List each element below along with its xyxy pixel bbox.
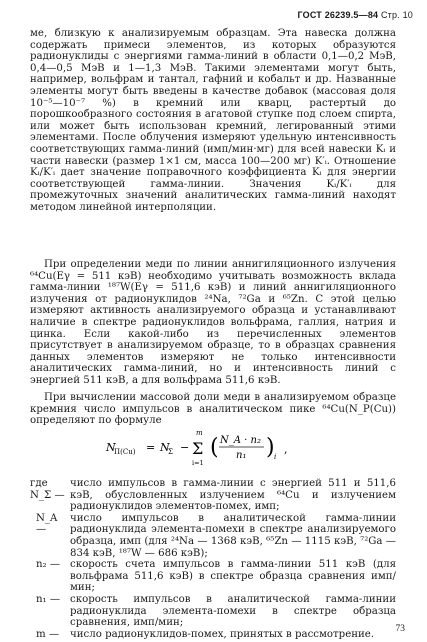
formula-n-sigma-sub: Σ bbox=[168, 448, 173, 456]
formula-lhs-n: N bbox=[106, 441, 116, 454]
open-paren: ( bbox=[210, 435, 219, 460]
page-header bbox=[297, 10, 413, 20]
page-number: 73 bbox=[395, 624, 405, 634]
definition-symbol: m — bbox=[36, 628, 60, 640]
definition-symbol: n₁ — bbox=[36, 593, 61, 605]
definition-text: число импульсов в гамма-линии с энергией 511 и 511,6 кэВ, обусловленных излучением ⁶⁴Cu и излучением радионуклидов элементов-помех, имп; bbox=[70, 478, 396, 513]
paragraph-2 bbox=[30, 259, 396, 387]
formula-n-sigma: N bbox=[160, 441, 170, 454]
definition-text: скорость счета импульсов в гамма-линии 511 кэВ (для вольфрама 511,6 кэВ) в спектре образца сравнения имп/мин; bbox=[70, 559, 396, 594]
paragraph-1-text: ме, близкую к анализируемым образцам. Эта навеска должна содержать примеси элементов, из которых образуются радионуклиды с энергиями гамма-линий в области 0,1—0,2 МэВ, 0,4—0,5 МэВ и 1—1,3 МэВ. Такими элементами могут быть, например, вольфрам и тантал, гафний и кобальт и др. Названные элементы могут быть введены в качестве добавок (массовая доля 10⁻⁵—10⁻⁷ %) в кремний или кварц, растертый до порошкообразного состояния в агатовой ступке под слоем спирта, или может быть использован кремний, легированный этими элементами. После облучения измеряют удельную интенсивность соответствующих гамма-линий (имп/мин·мг) для всей навески Kᵢ и части навески (размер 1×1 см, масса 100—200 мг) K′ᵢ. Отношение Kᵢ/K′ᵢ дает значение поправочного коэффициента Kᵢ для энергии соответствующей гамма-линии. Значения Kᵢ/K′ᵢ для промежуточных значений аналитических гамма-линий находят методом линейной интерполяции. bbox=[30, 28, 396, 213]
paragraph-3 bbox=[30, 392, 396, 427]
fraction-numerator: N_A · n₂ bbox=[220, 435, 261, 446]
definition-text: число радионуклидов-помех, принятых в рассмотрение. bbox=[70, 628, 375, 640]
symbol-definitions bbox=[30, 478, 396, 640]
formula-lhs-sub: П(Cu) bbox=[114, 448, 136, 456]
paragraph-1 bbox=[30, 28, 396, 214]
formula-minus: − bbox=[180, 441, 190, 454]
paren-subscript: i bbox=[274, 453, 277, 461]
paragraph-2-text: При определении меди по линии аннигиляционного излучения ⁶⁴Cu(Eγ = 511 кэВ) необходимо учитывать возможность вклада гамма-линии ¹⁸⁷W(Eγ = 511,6 кэВ) и линий аннигиляционного излучения от радионуклидов ²⁴Na, ⁷²Ga и ⁶⁵Zn. С этой целью измеряют активность анализируемого образца и устанавливают наличие в спектре радионуклидов вольфрама, галлия, натрия и цинка. Если какой-либо из перечисленных элементов присутствует в анализируемом образце, то в образцах сравнения данных элементов измеряют не только интенсивности аналитических гамма-линий, но и интенсивность линий с энергией 511 кэВ, а для вольфрама 511,6 кэВ. bbox=[30, 259, 396, 386]
definition-n-sigma bbox=[30, 478, 396, 513]
definition-symbol: где N_Σ — bbox=[30, 478, 65, 501]
page-label: Стр. 10 bbox=[380, 10, 413, 20]
standard-number: ГОСТ 26239.5—84 bbox=[297, 10, 379, 20]
definition-n1 bbox=[30, 594, 396, 629]
definition-symbol: N_A — bbox=[36, 512, 58, 536]
definition-n-a bbox=[30, 513, 396, 559]
definition-text: скорость импульсов в аналитической гамма-линии радионуклида элемента-помехи в спектре образца сравнения, имп/мин; bbox=[70, 593, 396, 629]
formula-equals: = bbox=[146, 441, 156, 454]
formula-comma: , bbox=[284, 443, 288, 456]
definition-m bbox=[30, 629, 396, 641]
sum-sign: Σ bbox=[192, 439, 204, 458]
definition-text: число импульсов в аналитической гамма-линии радионуклида элемента-помехи в спектре анализируемого образца, имп (для ²⁴Na — 1368 кэВ, ⁶⁵Zn — 1115 кэВ, ⁷²Ga — 834 кэВ, ¹⁸⁷W — 686 кэВ); bbox=[70, 512, 396, 559]
sum-lower-limit: i=1 bbox=[192, 459, 204, 467]
copper-count-formula bbox=[100, 426, 360, 470]
fraction-denominator: n₁ bbox=[236, 450, 247, 461]
paragraph-3-text: При вычислении массовой доли меди в анализируемом образце кремния число импульсов в аналитическом пике ⁶⁴Cu(N_P(Cu)) определяют по формуле bbox=[30, 392, 396, 427]
definition-n2 bbox=[30, 559, 396, 594]
sum-upper-limit: m bbox=[196, 429, 203, 437]
definition-symbol: n₂ — bbox=[36, 559, 61, 571]
close-paren: ) bbox=[266, 435, 275, 460]
